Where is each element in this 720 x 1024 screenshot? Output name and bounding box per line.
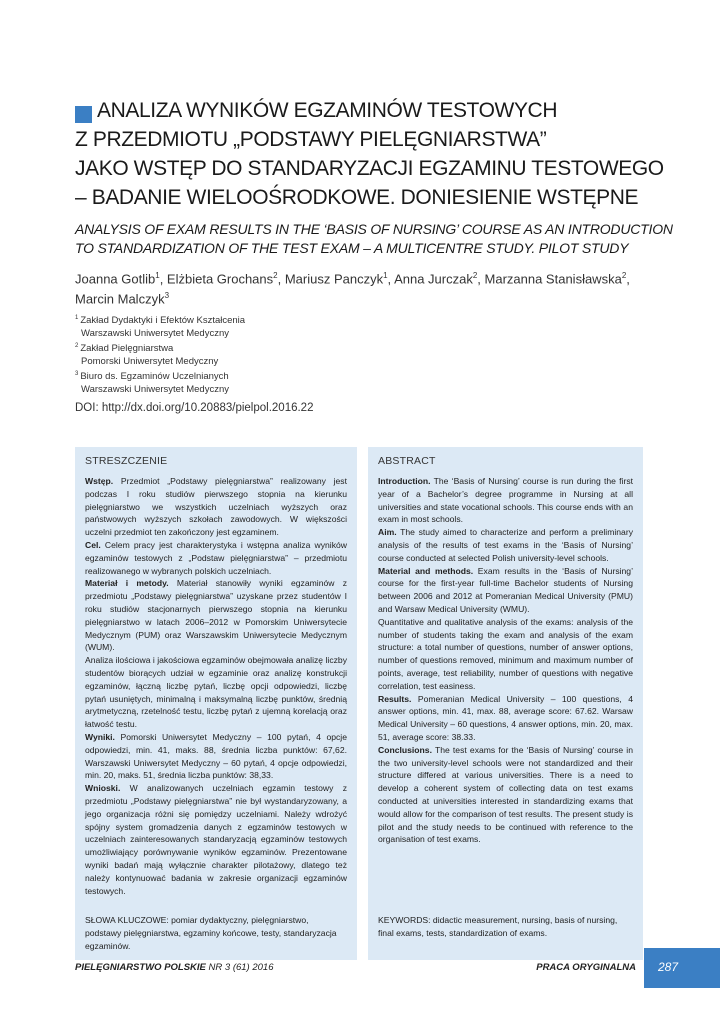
english-title — [75, 220, 673, 258]
paragraph-text: The study aimed to characterize and perform a preliminary analysis of the results of test exams in the ‘Basis of Nursing’ course conducted at selected Polish university-level schools. — [378, 527, 633, 563]
paragraph-label: Conclusions. — [378, 744, 432, 755]
paragraph-text: Exam results in the ‘Basis of Nursing’ course for the first-year full-time Bachelor students of Nursing between 2006 and 2012 at Pomeranian Medical University (PMU) and Warsaw Medical University (WMU). — [378, 565, 633, 614]
page-number: 287 — [658, 960, 679, 974]
author-name: Mariusz Panczyk — [284, 271, 384, 287]
affiliation-item — [75, 368, 475, 383]
abstract-paragraph — [378, 616, 633, 693]
affiliation-item — [75, 312, 475, 327]
title-marker-square — [75, 106, 92, 123]
paragraph-text: The ‘Basis of Nursing’ course is run during the first year of a Bachelor’s degree programme in Nursing at all universities and state vocational schools. This course ends with an exam in most schools. — [378, 476, 633, 525]
paragraph-text: Pomeranian Medical University – 100 questions, 4 answer options, min. 41, max. 88, average score: 67.62. Warsaw Medical University – 60 questions, 4 answer options, min. 20, max. 51, average score: 38.33. — [378, 693, 633, 742]
abstract-paragraph — [85, 577, 347, 654]
paragraph-label: Materiał i metody. — [85, 578, 169, 589]
paragraph-label: Material and methods. — [378, 565, 474, 576]
paragraph-label: Aim. — [378, 527, 397, 538]
abstract-paragraph — [378, 744, 633, 846]
paragraph-text: W analizowanych uczelniach egzamin testowy z przedmiotu „Podstawy pielęgniarstwa” nie był wystandaryzowany, a jego organizacja różni się pomiędzy uczelniami. Należy wdrożyć spójny system gromadzenia danych z egzaminów testowych w uczelniach zainteresowanych standaryzacją egzaminów testowych umożliwiający porównywanie wyników egzaminów. Prezentowane wyniki badań mają wyłącznie charakter pilotażowy, dlatego też należy kontynuować badania w zakresie organizacji egzaminów testowych. — [85, 783, 347, 896]
affiliation-unit: Zakład Dydaktyki i Efektów Kształcenia — [80, 315, 246, 327]
abstract-paragraph — [85, 539, 347, 577]
abstract-box — [368, 447, 643, 960]
journal-issue: NR 3 (61) 2016 — [205, 962, 274, 973]
author-name: Anna Jurczak — [394, 271, 473, 287]
author-separator: , — [387, 271, 395, 287]
streszczenie-keywords: SŁOWA KLUCZOWE: pomiar dydaktyczny, pielęgniarstwo, podstawy pielęgniarstwa, egzaminy końcowe, testy, standaryzacja egzaminów. — [85, 915, 337, 951]
paragraph-text: Analiza ilościowa i jakościowa egzaminów obejmowała analizę liczby studentów biorących udział w egzaminie oraz analizę konstrukcji egzaminów, łączną liczbę pytań, liczbę opcji odpowiedzi, liczbę pytań usuniętych, minimalną i maksymalną liczbę punktów, średnią arytmetyczną, rzetelność testu, liczbę pytań z ujemną korelacją oraz łatwość testu. — [85, 655, 347, 730]
abstract-paragraph — [85, 654, 347, 731]
paragraph-label: Cel. — [85, 539, 101, 550]
affiliation-institution: Warszawski Uniwersytet Medyczny — [81, 384, 229, 396]
paragraph-text: The test exams for the ‘Basis of Nursing’ course in the two university-level schools were not standardized and their structure differed at various universities. There is a need to develop a coherent system of collecting data on test exams conducted at universities interested in standardizing exams that would allow for the comparison of test results. The present study is pilot and the study needs to be continued with reference to the organisation of test exams. — [378, 744, 633, 845]
affiliation-item — [75, 340, 475, 355]
english-title-line: TO STANDARDIZATION OF THE TEST EXAM – A MULTICENTRE STUDY. PILOT STUDY — [75, 240, 629, 256]
abstract-paragraph — [378, 565, 633, 616]
author-affil-ref: 2 — [621, 271, 627, 280]
paragraph-label: Wnioski. — [85, 783, 121, 794]
affiliation-institution: Pomorski Uniwersytet Medyczny — [81, 356, 219, 368]
affiliation-list — [75, 312, 475, 396]
author-separator: , — [159, 271, 167, 287]
abstract-body — [378, 475, 633, 846]
journal-title: PIELĘGNIARSTWO POLSKIE — [75, 962, 206, 973]
author-name: Elżbieta Grochans — [166, 271, 274, 287]
doi-link[interactable]: DOI: http://dx.doi.org/10.20883/pielpol.2016.22 — [75, 402, 314, 414]
article-title — [75, 96, 675, 212]
author-separator: , — [626, 271, 630, 287]
author-separator: , — [477, 271, 485, 287]
author-affil-ref: 2 — [472, 271, 478, 280]
affiliation-unit: Zakład Pielęgniarstwa — [80, 343, 174, 355]
paragraph-label: Wyniki. — [85, 731, 115, 742]
author-affil-ref: 3 — [164, 291, 170, 301]
abstract-paragraph — [378, 526, 633, 564]
affiliation-number: 2 — [75, 343, 79, 350]
english-title-line: ANALYSIS OF EXAM RESULTS IN THE ‘BASIS OF NURSING’ COURSE AS AN INTRODUCTION — [75, 221, 673, 237]
author-affil-ref: 2 — [273, 271, 278, 280]
paragraph-label: Results. — [378, 693, 412, 704]
abstract-heading: ABSTRACT — [378, 455, 436, 467]
author-name: Marcin Malczyk — [75, 291, 165, 307]
affiliation-number: 1 — [75, 315, 79, 321]
journal-name — [75, 962, 274, 973]
paragraph-label: Introduction. — [378, 476, 431, 486]
author-list — [75, 267, 675, 308]
abstract-paragraph — [85, 475, 347, 539]
paragraph-label: Wstęp. — [85, 476, 114, 486]
abstract-paragraph — [378, 693, 633, 744]
author-affil-ref: 1 — [155, 271, 160, 280]
abstract-paragraph — [85, 731, 347, 782]
paragraph-text: Celem pracy jest charakterystyka i wstępna analiza wyników egzaminów testowych z „Podstaw pielęgniarstwa” – przedmiotu realizowanego w wybranych polskich uczelniach. — [85, 539, 347, 576]
affiliation-number: 3 — [75, 371, 79, 378]
paragraph-text: Przedmiot „Podstawy pielęgniarstwa” realizowany jest podczas I roku studiów pierwszego stopnia na kierunku pielęgniarstwo we wszystkich uczelniach wyższych oraz państwowych wyższych szkołach zawodowych. W większości uczelni przedmiot ten zakończony jest egzaminem. — [85, 476, 347, 538]
paragraph-text: Materiał stanowiły wyniki egzaminów z przedmiotu „Podstawy pielęgniarstwa” uzyskane przez studentów I roku studiów stacjonarnych pierwszego stopnia na kierunku pielęgniarstwo w latach 2006–2012 w Pomorskim Uniwersytecie Medycznym (PUM) oraz Warszawskim Uniwersytecie Medycznym (WUM). — [85, 578, 348, 653]
streszczenie-heading: STRESZCZENIE — [85, 455, 168, 467]
abstract-paragraph — [378, 475, 633, 526]
title-line: ANALIZA WYNIKÓW EGZAMINÓW TESTOWYCH — [97, 99, 558, 122]
streszczenie-body — [85, 475, 347, 897]
author-name: Joanna Gotlib — [75, 271, 156, 287]
title-line: JAKO WSTĘP DO STANDARYZACJI EGZAMINU TESTOWEGO — [75, 157, 664, 180]
author-affil-ref: 1 — [383, 271, 388, 280]
paragraph-text: Quantitative and qualitative analysis of the exams: analysis of the number of students taking the exam and analysis of the exam structure: a total number of questions, number of answer options, number of questions removed, minimum and maximum number of points, average, test reliability, number of questions with negative correlation, test easiness. — [378, 616, 633, 691]
author-name: Marzanna Stanisławska — [484, 271, 622, 287]
affiliation-institution: Warszawski Uniwersytet Medyczny — [81, 328, 229, 340]
page-number-tab — [644, 948, 720, 988]
paragraph-text: Pomorski Uniwersytet Medyczny – 100 pytań, 4 opcje odpowiedzi, min. 41, maks. 88, średnia liczba punktów: 67,62. Warszawski Uniwersytet Medyczny – 60 pytań, 4 opcje odpowiedzi, min. 20, maks. 51, średnia liczba punktów: 38,33. — [85, 731, 347, 781]
affiliation-unit: Biuro ds. Egzaminów Uczelnianych — [80, 371, 229, 383]
abstract-paragraph — [85, 782, 347, 897]
title-line: Z PRZEDMIOTU „PODSTAWY PIELĘGNIARSTWA” — [75, 128, 547, 151]
title-line: – BADANIE WIELOOŚRODKOWE. DONIESIENIE WSTĘPNE — [75, 186, 639, 209]
article-type: PRACA ORYGINALNA — [536, 962, 636, 973]
streszczenie-box — [75, 447, 357, 960]
abstract-keywords: KEYWORDS: didactic measurement, nursing, basis of nursing, final exams, tests, standardization of exams. — [378, 915, 618, 938]
author-separator: , — [277, 271, 285, 287]
